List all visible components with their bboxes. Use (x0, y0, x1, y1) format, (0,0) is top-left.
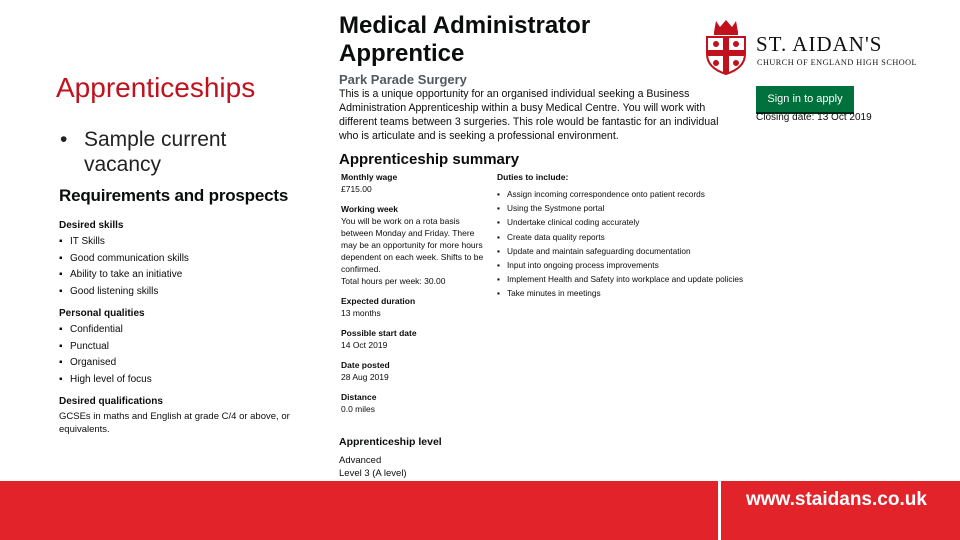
school-name: ST. AIDAN'S (756, 32, 883, 56)
slide-title: Apprenticeships (56, 72, 256, 103)
sign-in-to-apply-button[interactable]: Sign in to apply (756, 86, 854, 112)
school-crest-icon (703, 18, 749, 76)
monthly-wage-value: £715.00 (341, 184, 372, 194)
slide-bullet (60, 127, 310, 177)
list-item: ▪ High level of focus (59, 372, 321, 389)
requirements-heading: Requirements and prospects (59, 186, 289, 205)
date-posted-value: 28 Aug 2019 (341, 372, 389, 382)
expected-duration-label: Expected duration (341, 296, 416, 306)
list-item: ▪ Good listening skills (59, 284, 321, 301)
job-title: Medical Administrator Apprentice (339, 12, 591, 67)
duties-label: Duties to include: (497, 172, 569, 182)
school-subtitle: CHURCH OF ENGLAND HIGH SCHOOL (757, 58, 918, 67)
monthly-wage-label: Monthly wage (341, 172, 398, 182)
qualifications-label: Desired qualifications (59, 396, 163, 407)
personal-qualities-list (59, 322, 321, 388)
job-description: This is a unique opportunity for an organised individual seeking a Business Administration Apprenticeship within a busy Medical Centre. You will work with different teams between 3 surgeries. This role would be fantastic for an individual who is articulate and is seeking a professional environment. (339, 88, 719, 142)
list-item: ▪ IT Skills (59, 234, 321, 251)
footer-url: www.staidans.co.uk (746, 489, 927, 510)
list-item: ▪ Input into ongoing process improvements (497, 258, 777, 272)
list-item: ▪ Implement Health and Safety into workplace and update policies (497, 272, 777, 286)
personal-qualities-label: Personal qualities (59, 308, 145, 319)
bullet-marker: • (60, 128, 68, 151)
footer-bar (0, 481, 960, 540)
list-item: ▪ Take minutes in meetings (497, 286, 777, 300)
list-item: ▪ Update and maintain safeguarding documentation (497, 244, 777, 258)
level-value: Advanced (339, 455, 382, 466)
total-hours-value: Total hours per week: 30.00 (341, 276, 446, 286)
desired-skills-label: Desired skills (59, 220, 124, 231)
summary-heading: Apprenticeship summary (339, 151, 520, 168)
list-item: ▪ Using the Systmone portal (497, 201, 777, 215)
footer-divider (718, 481, 721, 540)
distance-value: 0.0 miles (341, 404, 376, 414)
list-item: ▪ Good communication skills (59, 251, 321, 268)
duties-panel (497, 172, 777, 301)
employer-link[interactable]: Park Parade Surgery (339, 72, 467, 87)
list-item: ▪ Organised (59, 355, 321, 372)
qualifications-text: GCSEs in maths and English at grade C/4 or above, or equivalents. (59, 411, 290, 435)
date-posted-label: Date posted (341, 360, 390, 370)
requirements-panel (59, 186, 321, 436)
apprenticeship-level-values (339, 454, 407, 480)
list-item: ▪ Confidential (59, 322, 321, 339)
start-date-value: 14 Oct 2019 (341, 340, 388, 350)
distance-label: Distance (341, 392, 377, 402)
list-item: ▪ Assign incoming correspondence onto patient records (497, 187, 777, 201)
list-item: ▪ Ability to take an initiative (59, 267, 321, 284)
duties-list (497, 187, 777, 301)
start-date-label: Possible start date (341, 328, 417, 338)
summary-details (341, 172, 491, 424)
school-logo (703, 18, 933, 78)
working-week-label: Working week (341, 204, 398, 214)
desired-skills-list (59, 234, 321, 300)
expected-duration-value: 13 months (341, 308, 381, 318)
level-detail-value: Level 3 (A level) (339, 468, 407, 479)
list-item: ▪ Punctual (59, 339, 321, 356)
working-week-value: You will be work on a rota basis between Monday and Friday. There may be an opportunity for more hours dependent on each week. Shifts to be confirmed. (341, 216, 484, 274)
list-item: ▪ Undertake clinical coding accurately (497, 215, 777, 229)
list-item: ▪ Create data quality reports (497, 230, 777, 244)
apprenticeship-level-heading: Apprenticeship level (339, 436, 442, 448)
bullet-text: Sample current vacancy (84, 128, 227, 176)
closing-date: Closing date: 13 Oct 2019 (756, 112, 872, 123)
